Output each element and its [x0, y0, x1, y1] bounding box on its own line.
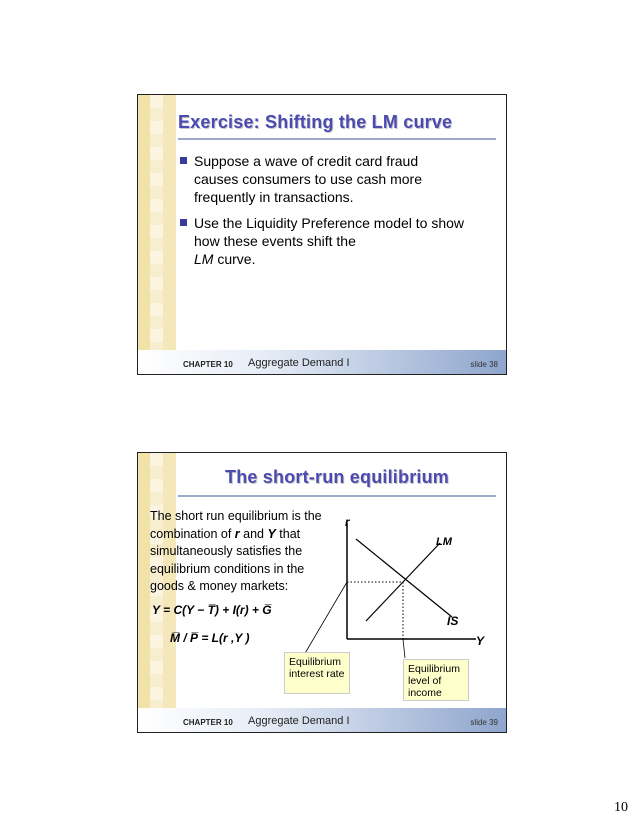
- income-pointer: [403, 639, 405, 658]
- slide-38: [137, 94, 507, 375]
- lm-label: LM: [436, 536, 452, 548]
- bullet-item: [180, 152, 466, 206]
- footer-slide-number: slide 39: [470, 718, 498, 727]
- is-equation: Y = C(Y − T̅) + I(r) + G̅: [152, 603, 272, 617]
- footer-topic: Aggregate Demand I: [248, 715, 350, 727]
- text-part: The short run equilibrium is the combination of: [150, 509, 322, 541]
- bullet-list: [180, 152, 466, 276]
- lm-equation: M̅ / P̅ = L(r ,Y ): [170, 631, 250, 645]
- footer-chapter: CHAPTER 10: [183, 718, 233, 727]
- lm-italic: LM: [194, 251, 214, 267]
- footer-chapter: CHAPTER 10: [183, 360, 233, 369]
- x-axis-label: Y: [476, 634, 485, 648]
- text-part: and: [239, 526, 268, 541]
- decorative-checker-strip: [138, 95, 176, 374]
- y-axis-label: r: [345, 515, 350, 529]
- slide-footer: [138, 350, 506, 374]
- bullet-text: Use the Liquidity Preference model to show how these events shift the: [194, 215, 465, 249]
- slide-title: The short-run equilibrium: [225, 467, 449, 487]
- bullet-item: [180, 214, 466, 268]
- title-divider: [178, 138, 496, 140]
- footer-slide-number: slide 38: [470, 360, 498, 369]
- bullet-text: Suppose a wave of credit card fraud causes consumers to use cash more frequently in transactions.: [194, 153, 422, 205]
- slide-39: [137, 452, 507, 733]
- is-curve: [356, 539, 452, 617]
- bullet-tail: curve.: [213, 251, 256, 267]
- var-r: r: [234, 526, 240, 541]
- interest-rate-callout: Equilibrium interest rate: [284, 652, 350, 694]
- interest-pointer: [304, 582, 347, 655]
- var-y: Y: [267, 526, 276, 541]
- slide-title: Exercise: Shifting the LM curve: [178, 112, 453, 132]
- income-callout: Equilibrium level of income: [403, 659, 469, 701]
- page-number: 10: [614, 800, 628, 815]
- footer-topic: Aggregate Demand I: [248, 357, 350, 369]
- text-part: that simultaneously satisfies the equilibrium conditions in the goods & money markets:: [150, 526, 305, 593]
- is-label: IS: [447, 614, 459, 628]
- slide-footer: [138, 708, 506, 732]
